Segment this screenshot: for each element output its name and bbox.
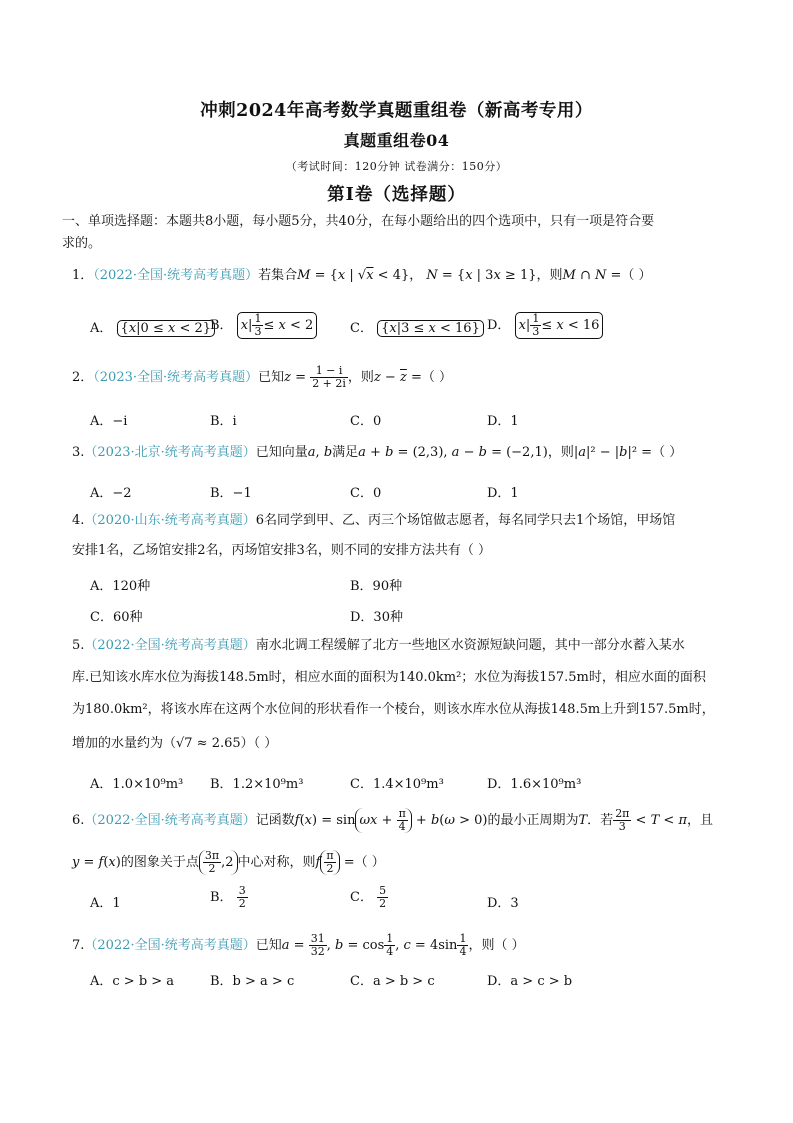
q1-text-b: ，则 — [536, 268, 563, 283]
question-5-line4: 增加的水量约为（√7 ≈ 2.65）（ ） — [72, 736, 278, 751]
q4-option-a: A．120种 — [90, 579, 151, 594]
section-instruction-line2: 求的。 — [62, 236, 102, 251]
q5-option-b: B．1.2×10⁹m³ — [210, 777, 304, 792]
q7-option-d: D．a > c > b — [487, 974, 573, 989]
q1-option-b: B． x| $\frac{1}{3}$ ≤ x < 2 — [210, 312, 317, 339]
q1-number: 1． — [72, 268, 94, 283]
part-title: 第I卷（选择题） — [327, 185, 466, 205]
question-3: 3.（2023·北京·统考高考真题）已知向量a, b满足a + b = (2,3), a − b = (−2,1)，则|a|² − |b|² =（ ） — [72, 445, 683, 460]
question-1: 1．（2022·全国·统考高考真题）若集合M = {x | √x < 4}， N = {x | 3x ≥ 1}，则M ∩ N =（ ） — [72, 268, 652, 283]
q3-option-d: D．1 — [487, 486, 519, 501]
q5-option-c: C．1.4×10⁹m³ — [350, 777, 444, 792]
q7-option-a: A．c > b > a — [90, 974, 175, 989]
section-instruction-line1: 一、单项选择题：本题共8小题，每小题5分，共40分，在每小题给出的四个选项中，只有一项是符合要 — [62, 214, 655, 229]
q4-option-d: D．30种 — [350, 610, 403, 625]
q1-source: （2022·全国·统考高考真题） — [93, 268, 259, 283]
question-7: 7.（2022·全国·统考高考真题）已知a = $\frac{31}{32}$ , b = cos $\frac{1}{4}$ , c = 4sin $\frac{1}{4}$ ，则（ ） — [72, 932, 525, 958]
q3-option-b: B．−1 — [210, 486, 252, 501]
q1-option-a: A． {x|0 ≤ x < 2} — [90, 317, 215, 337]
q2-option-d: D．1 — [487, 414, 519, 429]
q2-option-b: B．i — [210, 414, 237, 429]
q4-option-c: C．60种 — [90, 610, 143, 625]
q5-option-d: D．1.6×10⁹m³ — [487, 777, 582, 792]
q7-option-c: C．a > b > c — [350, 974, 435, 989]
question-6-line1: 6.（2022·全国·统考高考真题）记函数f(x) = sin ωx + $\frac{\pi}{4}$ + b(ω > 0)的最小正周期为T．若 $\frac{2\pi}{3}$ < T < π，且 — [72, 807, 713, 833]
exam-info: （考试时间：120分钟 试卷满分：150分） — [285, 160, 508, 173]
page-title: 冲刺2024年高考数学真题重组卷（新高考专用） — [200, 101, 593, 121]
question-5-line3: 为180.0km²，将该水库在这两个水位间的形状看作一个棱台，则该水库水位从海拔148.5m上升到157.5m时， — [72, 702, 715, 717]
q5-option-a: A．1.0×10⁹m³ — [90, 777, 184, 792]
q6-option-b: B． $\frac{3}{2}$ — [210, 884, 246, 910]
q3-option-a: A．−2 — [90, 486, 132, 501]
question-5-line2: 库.已知该水库水位为海拔148.5m时，相应水面的面积为140.0km²；水位为海拔157.5m时，相应水面的面积 — [72, 670, 706, 685]
q1-option-c: C． {x|3 ≤ x < 16} — [350, 317, 484, 337]
question-4-line2: 安排1名，乙场馆安排2名，丙场馆安排3名，则不同的安排方法共有（ ） — [72, 543, 491, 558]
page-subtitle: 真题重组卷04 — [343, 131, 450, 150]
q4-option-b: B．90种 — [350, 579, 403, 594]
question-5-line1: 5.（2022·全国·统考高考真题）南水北调工程缓解了北方一些地区水资源短缺问题，其中一部分水蓄入某水 — [72, 638, 685, 653]
question-6-line2: y = f(x)的图象关于点 $\frac{3\pi}{2}$ ,2 中心对称，则f $\frac{\pi}{2}$ =（ ） — [72, 849, 385, 875]
q6-option-d: D．3 — [487, 896, 519, 911]
question-2: 2．（2023·全国·统考高考真题）已知z = $\frac{1 - i}{2 + 2i}$ ，则$z - \overline{z}$ =（ ） — [72, 364, 452, 390]
q6-option-a: A．1 — [90, 896, 121, 911]
q2-option-c: C．0 — [350, 414, 382, 429]
q1-option-d: D． x| $\frac{1}{3}$ ≤ x < 16 — [487, 312, 603, 339]
q2-option-a: A．−i — [90, 414, 128, 429]
q1-text-c: （ ） — [621, 268, 652, 283]
q1-text-a: 若集合 — [258, 268, 298, 283]
question-4-line1: 4.（2020·山东·统考高考真题）6名同学到甲、乙、丙三个场馆做志愿者，每名同学只去1个场馆，甲场馆 — [72, 513, 676, 528]
q6-option-c: C． $\frac{5}{2}$ — [350, 884, 387, 910]
q3-option-c: C．0 — [350, 486, 382, 501]
q7-option-b: B．b > a > c — [210, 974, 295, 989]
